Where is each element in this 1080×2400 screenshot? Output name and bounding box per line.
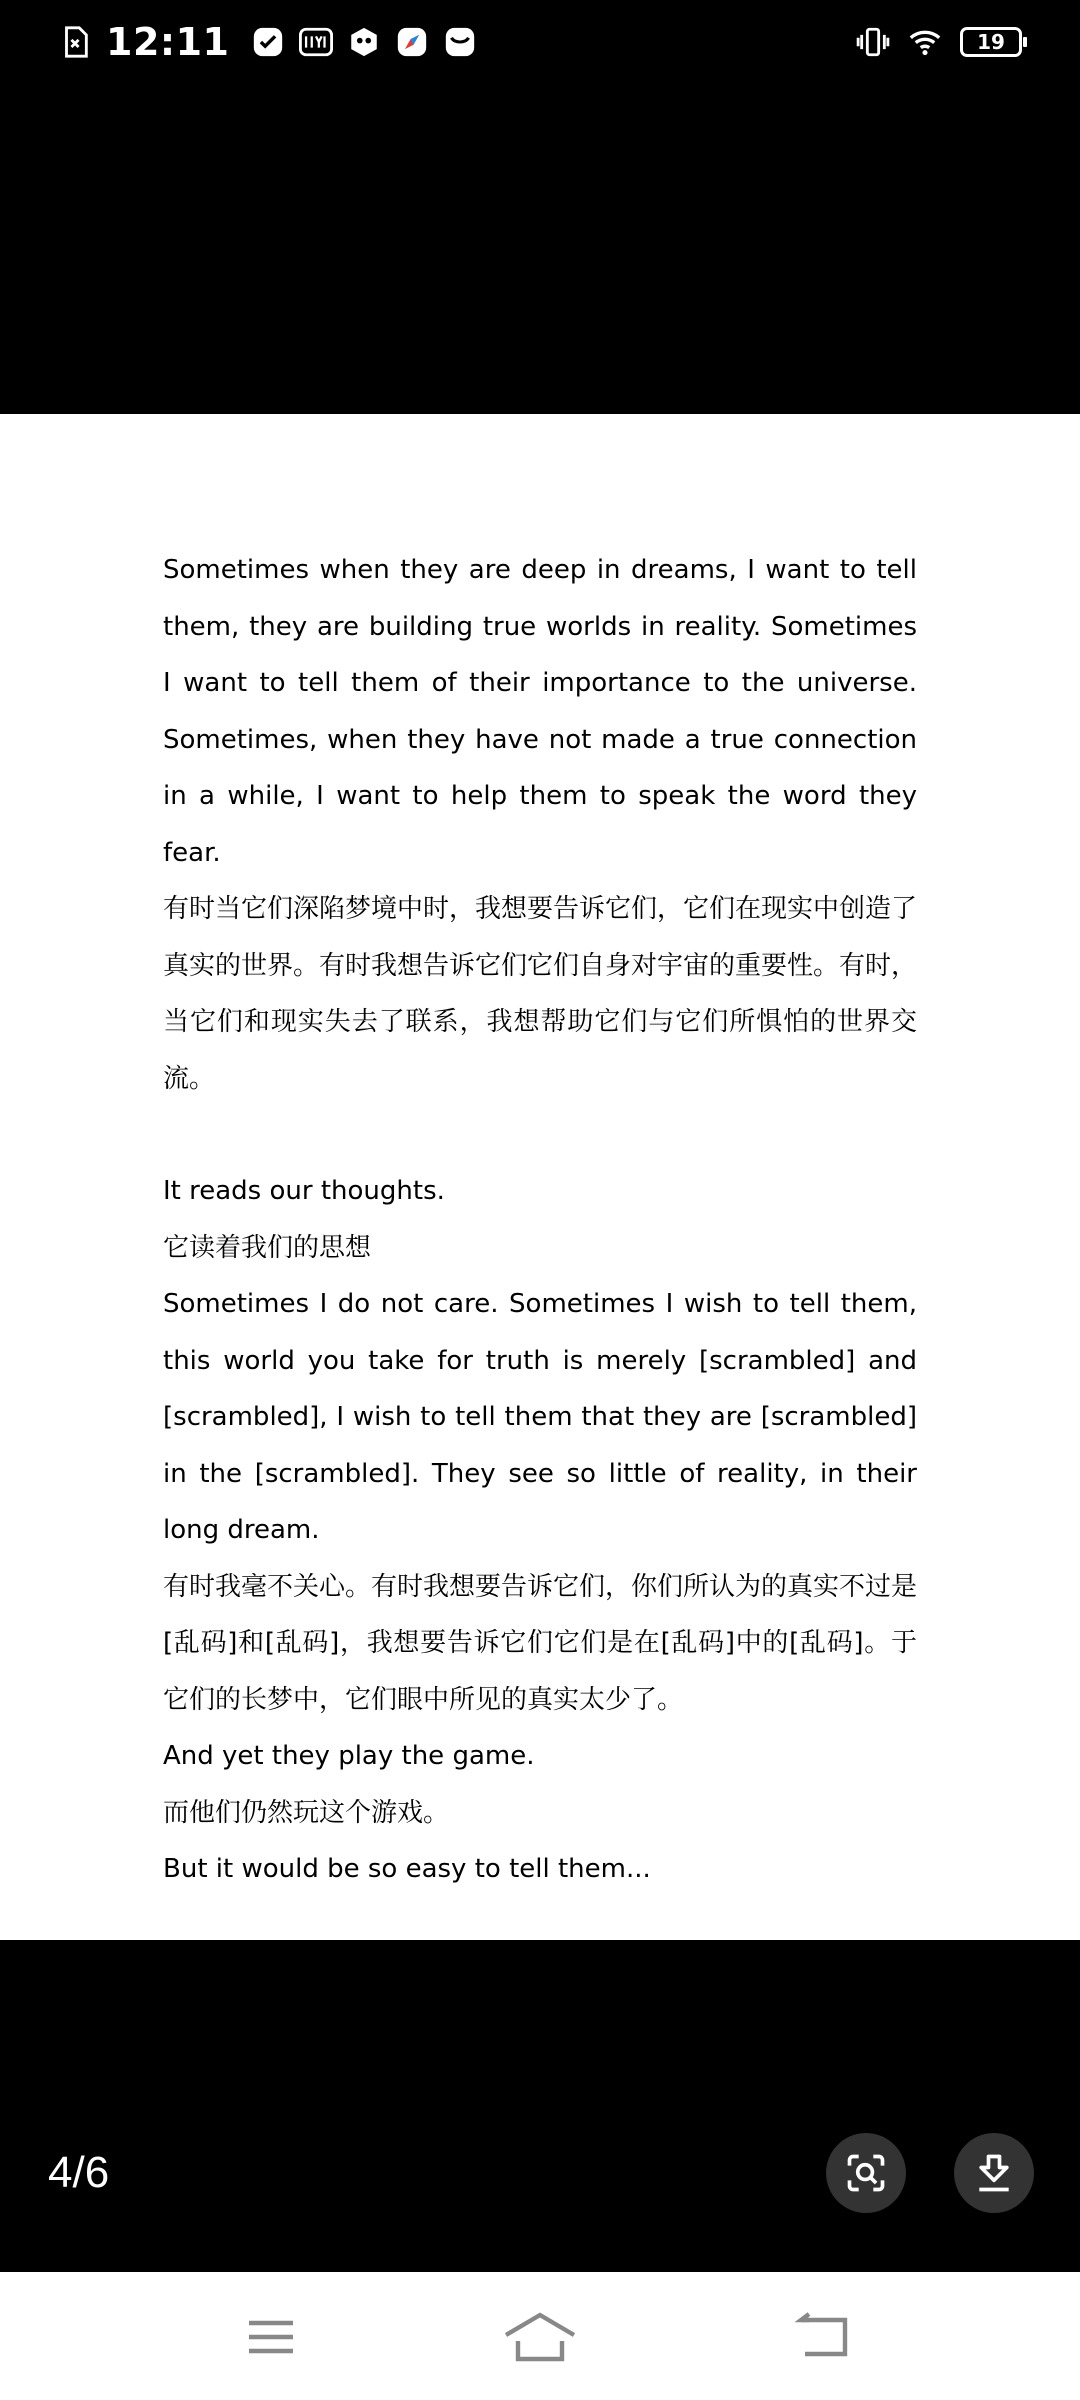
clock: 12:11: [106, 20, 230, 64]
document-image[interactable]: [0, 414, 1080, 1940]
message-app-icon: [443, 25, 477, 59]
browser-app-icon: [395, 25, 429, 59]
paragraph-english-2: It reads our thoughts.: [163, 1176, 445, 1206]
home-icon: [502, 2311, 578, 2363]
document-text: [163, 542, 917, 1898]
app-notification-icon: [251, 25, 285, 59]
menu-icon: [243, 2312, 299, 2362]
paragraph-chinese-3: 有时我毫不关心。有时我想要告诉它们，你们所认为的真实不过是[乱码]和[乱码]，我想要告诉它们它们是在[乱码]中的[乱码]。于它们的长梦中，它们眼中所见的真实太少了。: [163, 1571, 918, 1715]
paragraph-english-3: Sometimes I do not care. Sometimes I wish to tell them, this world you take for truth is merely [scrambled] and [scrambled], I wish to tell them that they are [scrambled] in the [scrambled]. They see so little of reality, in their long dream.: [163, 1289, 917, 1545]
game-app-icon: [347, 25, 381, 59]
page-indicator: 4/6: [48, 2148, 110, 2197]
paragraph-chinese-4: 而他们仍然玩这个游戏。: [163, 1797, 450, 1828]
vibrate-icon: [856, 25, 890, 59]
back-icon: [793, 2312, 853, 2362]
navigation-bar: [0, 2272, 1080, 2400]
scan-button[interactable]: [826, 2133, 906, 2213]
wifi-icon: [908, 25, 942, 59]
nav-back-button[interactable]: [783, 2302, 863, 2372]
video-app-icon: [299, 25, 333, 59]
download-button[interactable]: [954, 2133, 1034, 2213]
status-bar: [0, 0, 1080, 84]
paragraph-chinese-1: 有时当它们深陷梦境中时，我想要告诉它们，它们在现实中创造了真实的世界。有时我想告诉它们它们自身对宇宙的重要性。有时，当它们和现实失去了联系，我想帮助它们与它们所惧怕的世界交流。: [163, 894, 918, 1094]
sim-off-icon: [58, 25, 92, 59]
nav-menu-button[interactable]: [231, 2302, 311, 2372]
paragraph-chinese-2: 它读着我们的思想: [163, 1232, 372, 1263]
paragraph-english-5: But it would be so easy to tell them...: [163, 1854, 651, 1884]
paragraph-english-4: And yet they play the game.: [163, 1741, 535, 1771]
battery-indicator: [960, 27, 1022, 57]
download-icon: [972, 2151, 1016, 2195]
nav-home-button[interactable]: [500, 2302, 580, 2372]
battery-level: 19: [977, 30, 1005, 54]
scan-search-icon: [844, 2151, 888, 2195]
paragraph-english-1: Sometimes when they are deep in dreams, I want to tell them, they are building true worlds in reality. Sometimes I want to tell them of their importance to the universe. Sometimes, when they have not made a true connection in a while, I want to help them to speak the word they fear.: [163, 555, 917, 868]
